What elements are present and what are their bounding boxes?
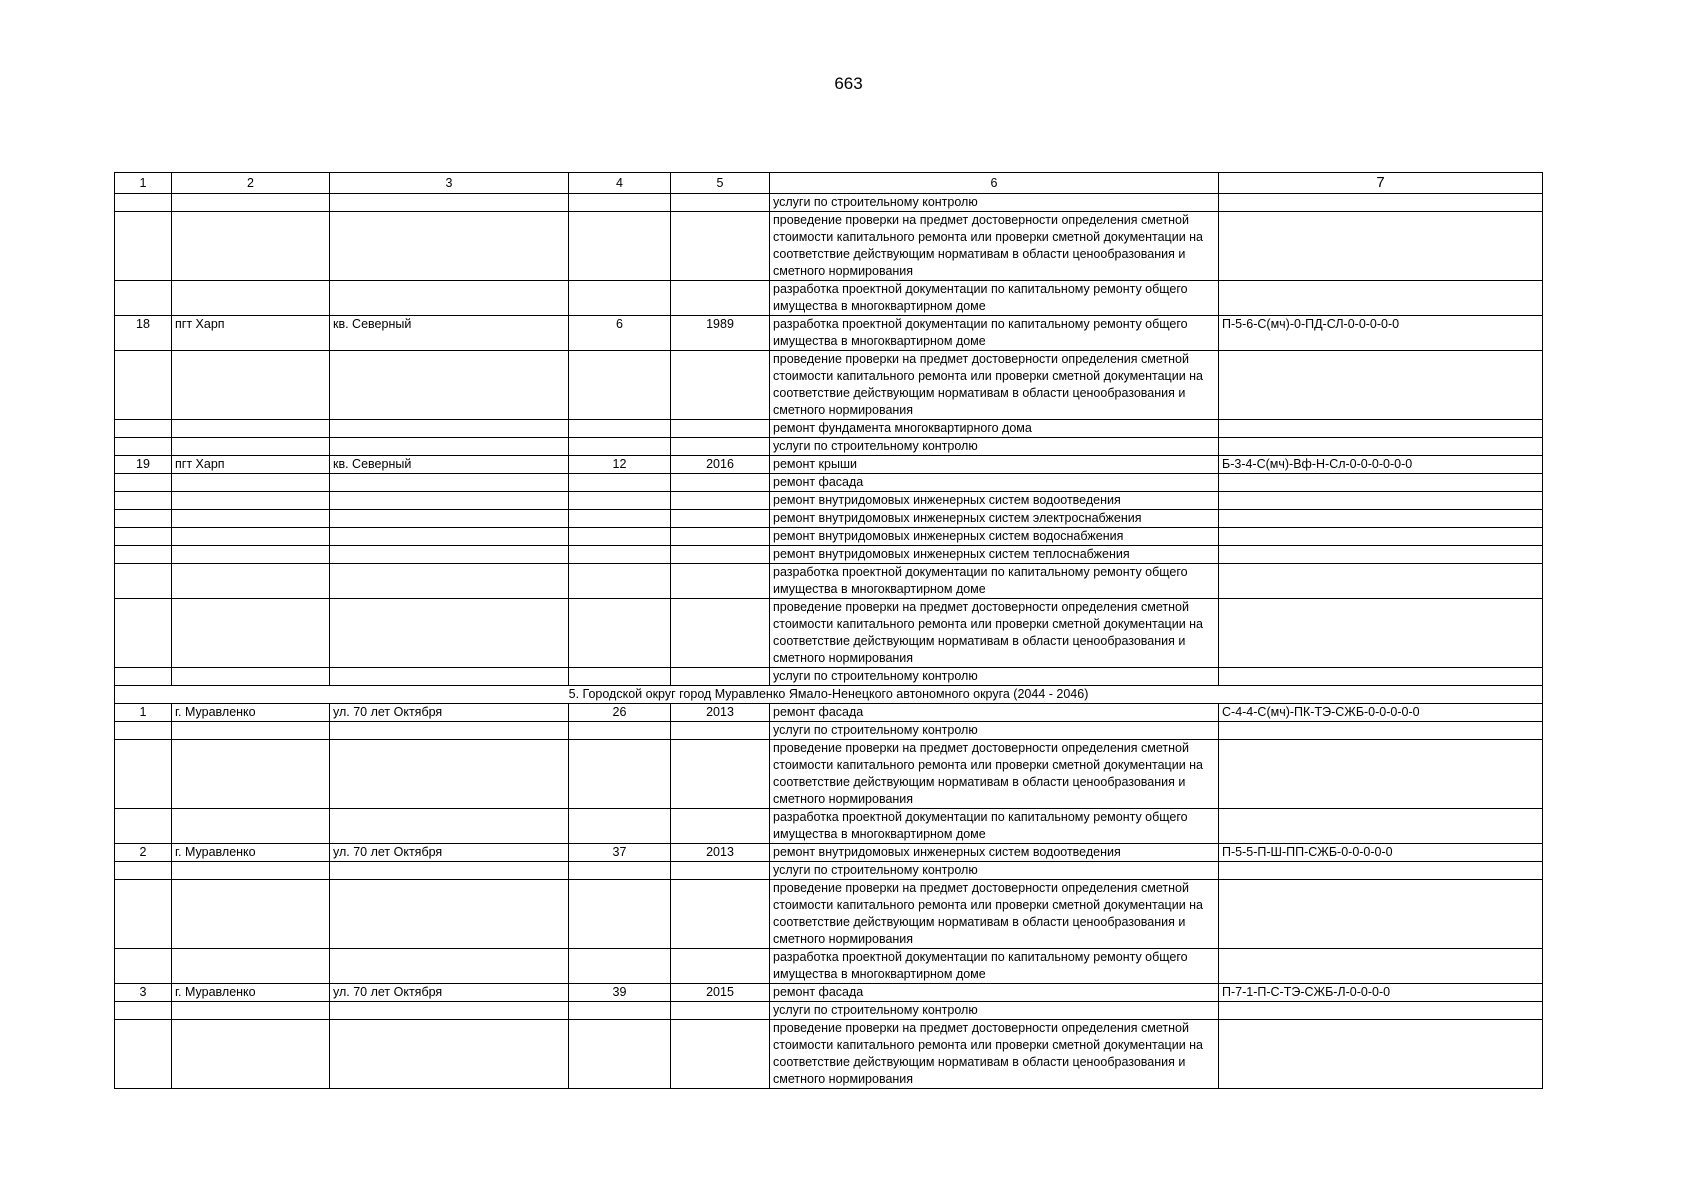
year-cell — [671, 880, 770, 949]
year-cell — [671, 1020, 770, 1089]
house-code-cell: П-5-6-С(мч)-0-ПД-СЛ-0-0-0-0-0 — [1219, 316, 1543, 351]
street-cell — [330, 740, 569, 809]
settlement-cell — [172, 212, 330, 281]
house-number-cell — [569, 474, 671, 492]
street-cell — [330, 1002, 569, 1020]
house-number-cell — [569, 862, 671, 880]
year-cell — [671, 438, 770, 456]
header-cell: 5 — [671, 173, 770, 194]
street-cell — [330, 438, 569, 456]
work-type-cell: проведение проверки на предмет достоверности определения сметной стоимости капитального ремонта или проверки сметной документации на соответствие действующим нормативам в области ценообразования и сметного нормирования — [770, 880, 1219, 949]
row-number-cell — [115, 862, 172, 880]
house-code-cell — [1219, 212, 1543, 281]
row-number-cell — [115, 546, 172, 564]
street-cell — [330, 351, 569, 420]
work-type-cell: проведение проверки на предмет достоверности определения сметной стоимости капитального ремонта или проверки сметной документации на соответствие действующим нормативам в области ценообразования и сметного нормирования — [770, 351, 1219, 420]
house-number-cell — [569, 528, 671, 546]
year-cell — [671, 809, 770, 844]
house-code-cell — [1219, 510, 1543, 528]
row-number-cell — [115, 438, 172, 456]
row-number-cell: 3 — [115, 984, 172, 1002]
street-cell — [330, 420, 569, 438]
house-code-cell — [1219, 722, 1543, 740]
year-cell — [671, 528, 770, 546]
street-cell — [330, 492, 569, 510]
table-row — [115, 510, 1543, 528]
house-number-cell — [569, 564, 671, 599]
settlement-cell — [172, 510, 330, 528]
work-type-cell: услуги по строительному контролю — [770, 722, 1219, 740]
row-number-cell — [115, 668, 172, 686]
settlement-cell — [172, 546, 330, 564]
work-type-cell: разработка проектной документации по капитальному ремонту общего имущества в многоквартирном доме — [770, 281, 1219, 316]
house-code-cell — [1219, 668, 1543, 686]
house-code-cell — [1219, 564, 1543, 599]
year-cell — [671, 949, 770, 984]
house-number-cell: 12 — [569, 456, 671, 474]
street-cell — [330, 212, 569, 281]
row-number-cell — [115, 281, 172, 316]
row-number-cell — [115, 1002, 172, 1020]
street-cell: кв. Северный — [330, 316, 569, 351]
table-row — [115, 281, 1543, 316]
year-cell: 2016 — [671, 456, 770, 474]
house-number-cell — [569, 809, 671, 844]
settlement-cell — [172, 949, 330, 984]
house-code-cell — [1219, 949, 1543, 984]
year-cell — [671, 599, 770, 668]
row-number-cell — [115, 809, 172, 844]
street-cell — [330, 722, 569, 740]
year-cell — [671, 546, 770, 564]
settlement-cell — [172, 438, 330, 456]
row-number-cell — [115, 420, 172, 438]
work-type-cell: услуги по строительному контролю — [770, 668, 1219, 686]
house-number-cell: 39 — [569, 984, 671, 1002]
table-row — [115, 546, 1543, 564]
house-number-cell — [569, 668, 671, 686]
settlement-cell — [172, 740, 330, 809]
street-cell: ул. 70 лет Октября — [330, 984, 569, 1002]
settlement-cell — [172, 722, 330, 740]
street-cell — [330, 564, 569, 599]
work-type-cell: ремонт внутридомовых инженерных систем водоотведения — [770, 492, 1219, 510]
work-type-cell: проведение проверки на предмет достоверности определения сметной стоимости капитального ремонта или проверки сметной документации на соответствие действующим нормативам в области ценообразования и сметного нормирования — [770, 740, 1219, 809]
header-cell: 1 — [115, 173, 172, 194]
year-cell — [671, 281, 770, 316]
work-type-cell: услуги по строительному контролю — [770, 1002, 1219, 1020]
house-number-cell — [569, 722, 671, 740]
house-number-cell — [569, 420, 671, 438]
year-cell — [671, 740, 770, 809]
house-number-cell — [569, 281, 671, 316]
house-number-cell — [569, 599, 671, 668]
settlement-cell — [172, 668, 330, 686]
table-row — [115, 212, 1543, 281]
page-number: 663 — [834, 74, 863, 93]
house-number-cell — [569, 740, 671, 809]
row-number-cell — [115, 722, 172, 740]
house-number-cell — [569, 351, 671, 420]
year-cell: 2013 — [671, 704, 770, 722]
row-number-cell — [115, 880, 172, 949]
row-number-cell — [115, 492, 172, 510]
table-row — [115, 1002, 1543, 1020]
house-number-cell: 37 — [569, 844, 671, 862]
settlement-cell: г. Муравленко — [172, 984, 330, 1002]
house-number-cell — [569, 194, 671, 212]
house-code-cell — [1219, 351, 1543, 420]
header-cell: 6 — [770, 173, 1219, 194]
row-number-cell — [115, 564, 172, 599]
house-number-cell — [569, 1002, 671, 1020]
table-row — [115, 668, 1543, 686]
house-code-cell: Б-3-4-С(мч)-Вф-Н-Сл-0-0-0-0-0-0 — [1219, 456, 1543, 474]
work-type-cell: ремонт внутридомовых инженерных систем электроснабжения — [770, 510, 1219, 528]
house-code-cell — [1219, 528, 1543, 546]
work-type-cell: услуги по строительному контролю — [770, 438, 1219, 456]
table-row — [115, 316, 1543, 351]
work-type-cell: ремонт крыши — [770, 456, 1219, 474]
row-number-cell — [115, 212, 172, 281]
table-row — [115, 809, 1543, 844]
street-cell — [330, 510, 569, 528]
year-cell — [671, 194, 770, 212]
work-type-cell: разработка проектной документации по капитальному ремонту общего имущества в многоквартирном доме — [770, 949, 1219, 984]
house-code-cell — [1219, 194, 1543, 212]
work-type-cell: ремонт фасада — [770, 984, 1219, 1002]
settlement-cell — [172, 564, 330, 599]
settlement-cell — [172, 474, 330, 492]
year-cell — [671, 510, 770, 528]
header-row — [115, 173, 1543, 194]
settlement-cell — [172, 862, 330, 880]
year-cell — [671, 1002, 770, 1020]
header-cell: 4 — [569, 173, 671, 194]
house-code-cell: С-4-4-С(мч)-ПК-ТЭ-СЖБ-0-0-0-0-0 — [1219, 704, 1543, 722]
year-cell — [671, 492, 770, 510]
house-code-cell — [1219, 474, 1543, 492]
street-cell — [330, 528, 569, 546]
year-cell — [671, 862, 770, 880]
house-code-cell — [1219, 862, 1543, 880]
house-code-cell — [1219, 599, 1543, 668]
row-number-cell — [115, 740, 172, 809]
row-number-cell — [115, 474, 172, 492]
table-row — [115, 984, 1543, 1002]
house-number-cell — [569, 1020, 671, 1089]
work-type-cell: услуги по строительному контролю — [770, 194, 1219, 212]
table-row — [115, 740, 1543, 809]
year-cell — [671, 564, 770, 599]
work-type-cell: ремонт внутридомовых инженерных систем водоснабжения — [770, 528, 1219, 546]
row-number-cell: 19 — [115, 456, 172, 474]
street-cell: ул. 70 лет Октября — [330, 844, 569, 862]
house-code-cell — [1219, 438, 1543, 456]
house-number-cell — [569, 949, 671, 984]
header-cell: 3 — [330, 173, 569, 194]
settlement-cell — [172, 351, 330, 420]
street-cell — [330, 1020, 569, 1089]
house-number-cell — [569, 438, 671, 456]
house-code-cell — [1219, 546, 1543, 564]
year-cell — [671, 668, 770, 686]
work-type-cell: разработка проектной документации по капитальному ремонту общего имущества в многоквартирном доме — [770, 316, 1219, 351]
work-type-cell: услуги по строительному контролю — [770, 862, 1219, 880]
work-type-cell: разработка проектной документации по капитальному ремонту общего имущества в многоквартирном доме — [770, 809, 1219, 844]
settlement-cell: г. Муравленко — [172, 704, 330, 722]
house-code-cell — [1219, 740, 1543, 809]
row-number-cell: 2 — [115, 844, 172, 862]
settlement-cell — [172, 1020, 330, 1089]
house-code-cell — [1219, 809, 1543, 844]
house-code-cell: П-5-5-П-Ш-ПП-СЖБ-0-0-0-0-0 — [1219, 844, 1543, 862]
house-code-cell — [1219, 420, 1543, 438]
section-title: 5. Городской округ город Муравленко Ямало-Ненецкого автономного округа (2044 - 2046) — [115, 686, 1543, 704]
row-number-cell — [115, 1020, 172, 1089]
house-code-cell — [1219, 1020, 1543, 1089]
table-row — [115, 438, 1543, 456]
settlement-cell — [172, 492, 330, 510]
settlement-cell — [172, 809, 330, 844]
table-row — [115, 351, 1543, 420]
table-row — [115, 949, 1543, 984]
settlement-cell — [172, 880, 330, 949]
house-code-cell — [1219, 492, 1543, 510]
year-cell: 2015 — [671, 984, 770, 1002]
capital-repair-table — [114, 172, 1543, 1089]
street-cell — [330, 862, 569, 880]
table-row — [115, 528, 1543, 546]
house-number-cell: 26 — [569, 704, 671, 722]
house-number-cell — [569, 510, 671, 528]
table-row — [115, 194, 1543, 212]
row-number-cell: 1 — [115, 704, 172, 722]
work-type-cell: проведение проверки на предмет достоверности определения сметной стоимости капитального ремонта или проверки сметной документации на соответствие действующим нормативам в области ценообразования и сметного нормирования — [770, 1020, 1219, 1089]
row-number-cell — [115, 528, 172, 546]
street-cell — [330, 474, 569, 492]
work-type-cell: проведение проверки на предмет достоверности определения сметной стоимости капитального ремонта или проверки сметной документации на соответствие действующим нормативам в области ценообразования и сметного нормирования — [770, 599, 1219, 668]
house-number-cell — [569, 212, 671, 281]
row-number-cell — [115, 949, 172, 984]
settlement-cell — [172, 1002, 330, 1020]
table-row — [115, 599, 1543, 668]
settlement-cell — [172, 281, 330, 316]
work-type-cell: ремонт внутридомовых инженерных систем водоотведения — [770, 844, 1219, 862]
section-row — [115, 686, 1543, 704]
header-cell: 7 — [1219, 173, 1543, 194]
street-cell: кв. Северный — [330, 456, 569, 474]
work-type-cell: ремонт фасада — [770, 704, 1219, 722]
work-type-cell: ремонт внутридомовых инженерных систем теплоснабжения — [770, 546, 1219, 564]
row-number-cell: 18 — [115, 316, 172, 351]
table-row — [115, 880, 1543, 949]
work-type-cell: разработка проектной документации по капитальному ремонту общего имущества в многоквартирном доме — [770, 564, 1219, 599]
work-type-cell: ремонт фасада — [770, 474, 1219, 492]
street-cell — [330, 599, 569, 668]
table-row — [115, 564, 1543, 599]
street-cell: ул. 70 лет Октября — [330, 704, 569, 722]
settlement-cell: г. Муравленко — [172, 844, 330, 862]
table-row — [115, 862, 1543, 880]
work-type-cell: ремонт фундамента многоквартирного дома — [770, 420, 1219, 438]
year-cell: 1989 — [671, 316, 770, 351]
settlement-cell — [172, 528, 330, 546]
table-row — [115, 456, 1543, 474]
row-number-cell — [115, 194, 172, 212]
street-cell — [330, 668, 569, 686]
house-code-cell — [1219, 1002, 1543, 1020]
house-number-cell — [569, 880, 671, 949]
table-row — [115, 844, 1543, 862]
house-code-cell: П-7-1-П-С-ТЭ-СЖБ-Л-0-0-0-0 — [1219, 984, 1543, 1002]
settlement-cell: пгт Харп — [172, 456, 330, 474]
settlement-cell — [172, 599, 330, 668]
row-number-cell — [115, 599, 172, 668]
year-cell — [671, 351, 770, 420]
table-row — [115, 722, 1543, 740]
row-number-cell — [115, 351, 172, 420]
street-cell — [330, 880, 569, 949]
table-row — [115, 704, 1543, 722]
year-cell — [671, 722, 770, 740]
house-number-cell: 6 — [569, 316, 671, 351]
settlement-cell: пгт Харп — [172, 316, 330, 351]
street-cell — [330, 949, 569, 984]
year-cell — [671, 420, 770, 438]
street-cell — [330, 546, 569, 564]
year-cell: 2013 — [671, 844, 770, 862]
house-number-cell — [569, 546, 671, 564]
street-cell — [330, 281, 569, 316]
header-cell: 2 — [172, 173, 330, 194]
table-row — [115, 1020, 1543, 1089]
settlement-cell — [172, 420, 330, 438]
house-number-cell — [569, 492, 671, 510]
settlement-cell — [172, 194, 330, 212]
work-type-cell: проведение проверки на предмет достоверности определения сметной стоимости капитального ремонта или проверки сметной документации на соответствие действующим нормативам в области ценообразования и сметного нормирования — [770, 212, 1219, 281]
year-cell — [671, 212, 770, 281]
row-number-cell — [115, 510, 172, 528]
table-row — [115, 492, 1543, 510]
street-cell — [330, 809, 569, 844]
house-code-cell — [1219, 281, 1543, 316]
year-cell — [671, 474, 770, 492]
street-cell — [330, 194, 569, 212]
house-code-cell — [1219, 880, 1543, 949]
table-row — [115, 420, 1543, 438]
table-row — [115, 474, 1543, 492]
